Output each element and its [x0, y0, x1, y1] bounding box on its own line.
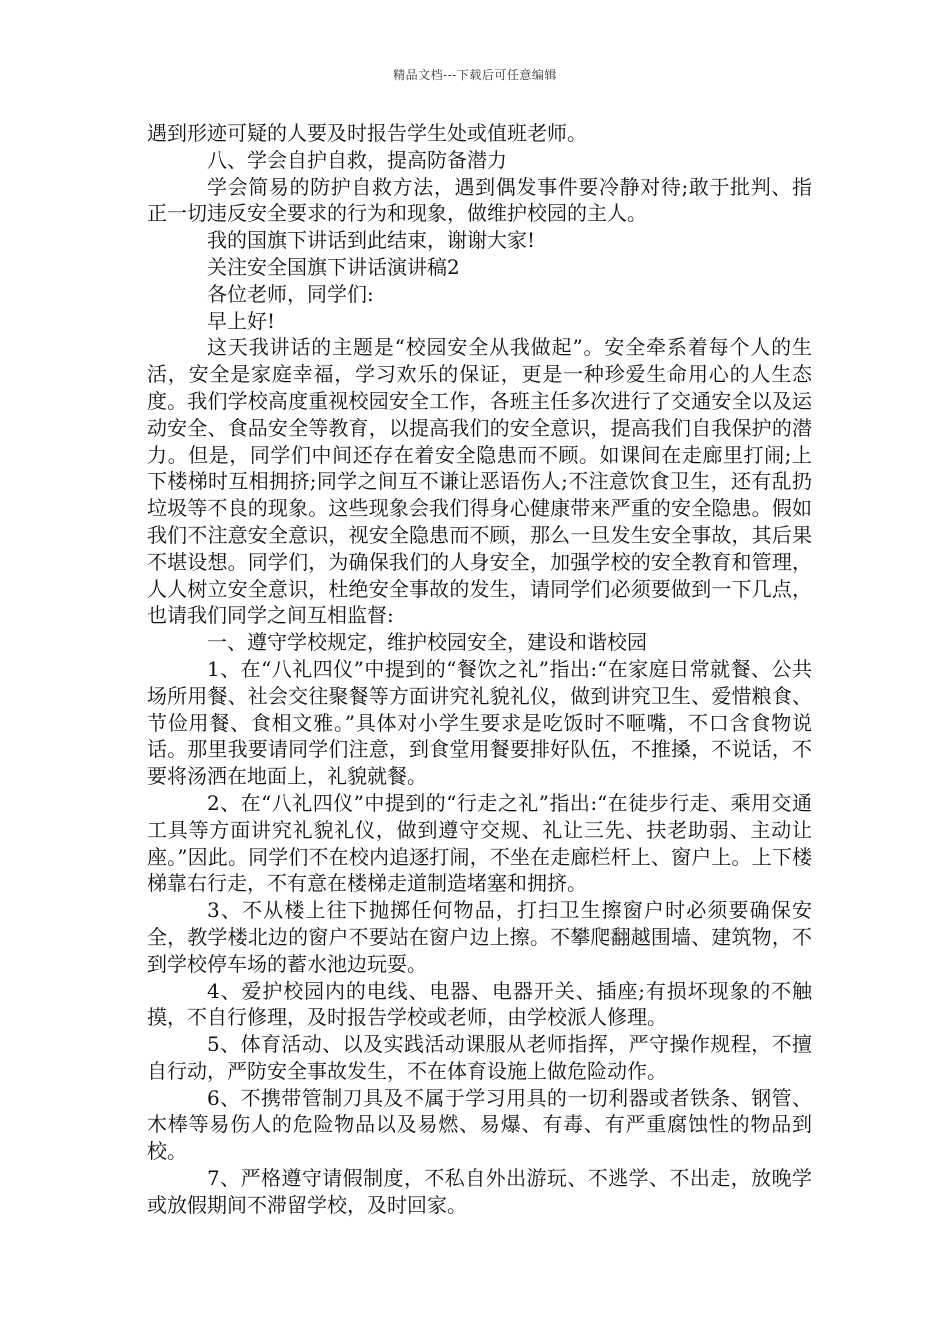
- page-header: 精品文档---下载后可任意编辑: [393, 68, 557, 82]
- paragraph: 7、严格遵守请假制度，不私自外出游玩、不逃学、不出走，放晚学或放假期间不滞留学校，及时回家。: [147, 1166, 812, 1217]
- paragraph: 学会简易的防护自救方法，遇到偶发事件要冷静对待;敢于批判、指正一切违反安全要求的行为和现象，做维护校园的主人。: [147, 174, 812, 226]
- paragraph: 3、不从楼上往下抛掷任何物品，打扫卫生擦窗户时必须要确保安全，教学楼北边的窗户不要站在窗户边上擦。不攀爬翻越围墙、建筑物，不到学校停车场的蓄水池边玩耍。: [147, 898, 812, 976]
- section-heading: 一、遵守学校规定，维护校园安全，建设和谐校园: [207, 630, 647, 655]
- speech-title: 关注安全国旗下讲话演讲稿2: [207, 254, 460, 279]
- paragraph: 4、爱护校园内的电线、电器、电器开关、插座;有损坏现象的不触摸，不自行修理，及时报告学校或老师，由学校派人修理。: [147, 978, 812, 1030]
- paragraph: 6、不携带管制刀具及不属于学习用具的一切利器或者铁条、钢管、木棒等易伤人的危险物品以及易燃、易爆、有毒、有严重腐蚀性的物品到校。: [147, 1085, 812, 1164]
- paragraph: 2、在“八礼四仪”中提到的“行走之礼”指出:“在徒步行走、乘用交通工具等方面讲究礼貌礼仪，做到遵守交规、礼让三先、扶老助弱、主动让座。”因此。同学们不在校内追逐打闹，不坐在走廊栏杆上、窗户上。上下楼梯靠右行走，不有意在楼梯走道制造堵塞和拥挤。: [147, 790, 812, 896]
- paragraph: 5、体育活动、以及实践活动课服从老师指挥，严守操作规程，不擅自行动，严防安全事故发生，不在体育设施上做危险动作。: [147, 1032, 812, 1083]
- section-heading: 八、学会自护自救，提高防备潜力: [207, 147, 507, 172]
- document-body: [147, 120, 812, 1219]
- greeting: 早上好!: [207, 308, 276, 333]
- paragraph: 我的国旗下讲话到此结束，谢谢大家!: [207, 228, 536, 253]
- paragraph: 1、在“八礼四仪”中提到的“餐饮之礼”指出:“在家庭日常就餐、公共场所用餐、社会交往聚餐等方面讲究礼貌礼仪，做到讲究卫生、爱惜粮食、节俭用餐、食相文雅。”具体对小学生要求是吃饭时不咂嘴，不口含食物说话。那里我要请同学们注意，到食堂用餐要排好队伍，不推搡，不说话，不要将汤洒在地面上，礼貌就餐。: [147, 656, 812, 789]
- salutation: 各位老师，同学们:: [207, 281, 374, 306]
- paragraph: 遇到形迹可疑的人要及时报告学生处或值班老师。: [147, 121, 587, 145]
- paragraph: 这天我讲话的主题是“校园安全从我做起”。安全牵系着每个人的生活，安全是家庭幸福，学习欢乐的保证，更是一种珍爱生命用心的人生态度。我们学校高度重视校园安全工作，各班主任多次进行了交通安全以及运动安全、食品安全等教育，以提高我们的安全意识，提高我们自我保护的潜力。但是，同学们中间还存在着安全隐患而不顾。如课间在走廊里打闹;上下楼梯时互相拥挤;同学之间互不谦让恶语伤人;不注意饮食卫生，还有乱扔垃圾等不良的现象。这些现象会我们得身心健康带来严重的安全隐患。假如我们不注意安全意识，视安全隐患而不顾，那么一旦发生安全事故，其后果不堪设想。同学们，为确保我们的人身安全，加强学校的安全教育和管理，人人树立安全意识，杜绝安全事故的发生，请同学们必须要做到一下几点，也请我们同学之间互相监督:: [147, 335, 812, 628]
